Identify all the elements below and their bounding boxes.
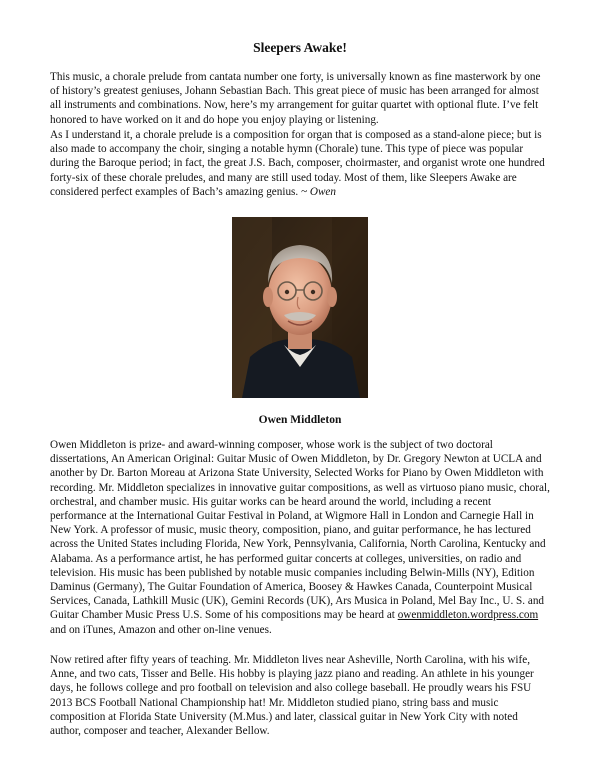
retirement-paragraph — [50, 653, 550, 738]
chorale-paragraph — [50, 128, 550, 199]
chorale-paragraph-text: As I understand it, a chorale prelude is a composition for organ that is composed as a stand-alone piece; but is also made to accompany the choir, singing a notable hymn (Chorale) tune. This type of piece was popular during the Baroque period; in fact, the great J.S. Bach, composer, choirmaster, and organist wrote one hundred forty-six of these chorale preludes, and many are still used today. Most of them, like Sleepers Awake are considered perfect examples of Bach’s amazing genius. — [50, 129, 545, 198]
website-link[interactable]: owenmiddleton.wordpress.com — [397, 609, 539, 622]
photo-caption: Owen Middleton — [258, 414, 342, 426]
intro-paragraph — [50, 70, 550, 127]
intro-paragraph-text: This music, a chorale prelude from cantata number one forty, is universally known as fine masterwork by one of history’s greatest geniuses, Johann Sebastian Bach. This great piece of music has been arranged for almost all instruments and combinations. Now, here’s my arrangement for guitar quartet with optional flute. I’ve felt honored to have worked on it and do hope you enjoy playing or listening. — [50, 71, 541, 126]
author-signature: ~ Owen — [301, 185, 336, 198]
retirement-paragraph-text: Now retired after fifty years of teaching. Mr. Middleton lives near Asheville, North Carolina, with his wife, Anne, and two cats, Tisser and Belle. His hobby is playing jazz piano and reading. An athlete in his younger days, he follows college and pro football on television and also college baseball. He proudly wears his FSU 2013 BCS Football National Championship hat! Mr. Middleton studied piano, string bass and music composition at Florida State University (M.Mus.) and later, classical guitar in New York City with noted author, composer and teacher, Alexander Bellow. — [50, 654, 534, 738]
biography-paragraph-text: Owen Middleton is prize- and award-winning composer, whose work is the subject of two doctoral dissertations, An American Original: Guitar Music of Owen Middleton, by Dr. Gregory Newton at UCLA and another by Dr. Barton Moreau at Arizona State University, Selected Works for Piano by Owen Middleton with recording. Mr. Middleton specializes in innovative guitar compositions, as well as virtuoso piano music, choral, orchestral, and chamber music. His guitar works can be heard around the world, including a recent performance at the International Guitar Festival in Poland, at Wigmore Hall in London and Carnegie Hall in New York. A professor of music, music theory, composition, piano, and guitar performance, he has lectured across the United States including Florida, New York, Pennsylvania, California, North Carolina, Kentucky and Alabama. As a performance artist, he has performed guitar concerts at colleges, universities, on radio and television. His music has been published by notable music companies including Belwin-Mills (NY), Edition Daminus (Germany), The Guitar Foundation of America, Boosey & Hawkes Canada, Counterpoint Musical Services, Canada, Lathkill Music (UK), Gemini Records (UK), Ars Musica in Poland, Mel Bay Inc., U. S. and Guitar Chamber Music Press U.S. Some of his compositions may be heard at — [50, 439, 550, 622]
author-portrait-photo — [232, 217, 368, 398]
biography-paragraph — [50, 438, 550, 637]
document-title: Sleepers Awake! — [253, 40, 347, 55]
biography-paragraph-tail: and on iTunes, Amazon and other on-line venues. — [50, 623, 272, 636]
